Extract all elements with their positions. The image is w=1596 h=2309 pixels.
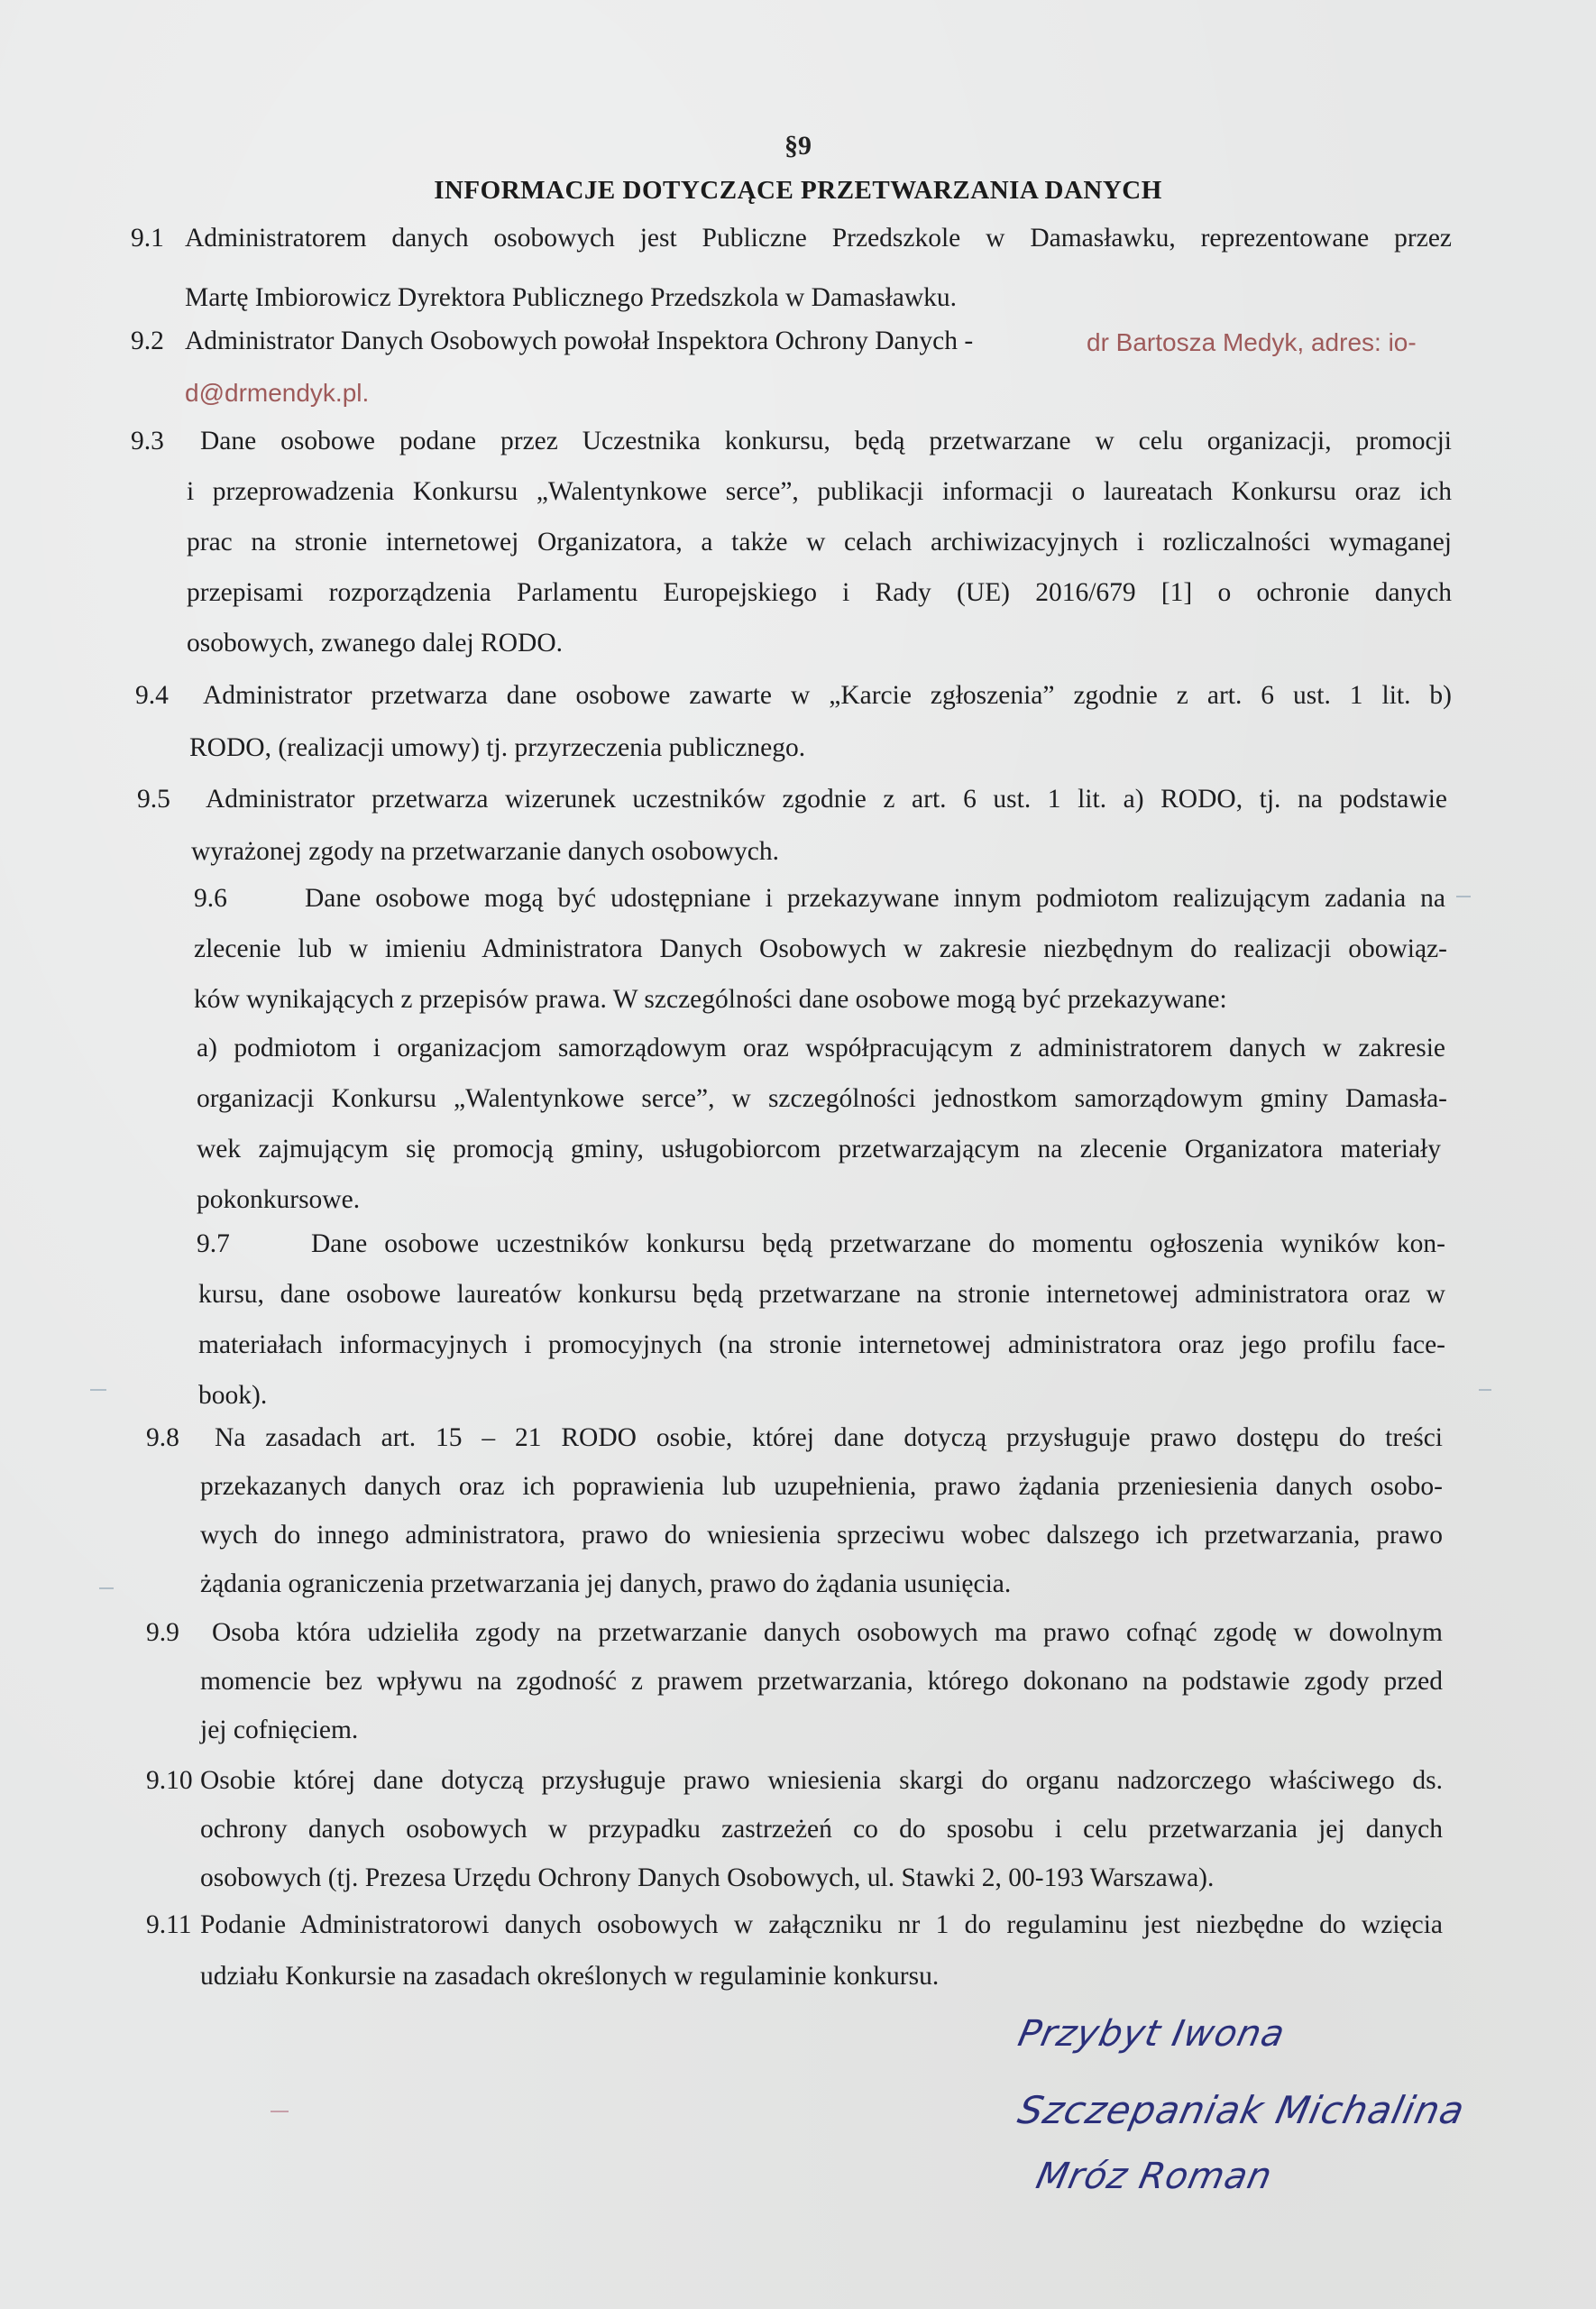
paragraph-number: 9.4 — [135, 681, 169, 710]
paragraph-number: 9.11 — [146, 1910, 192, 1939]
paragraph-line: wych do innego administratora, prawo do wniesienia sprzeciwu wobec dalszego ich przetwarzania, prawo — [200, 1521, 1443, 1550]
paragraph-line: przepisami rozporządzenia Parlamentu Europejskiego i Rady (UE) 2016/679 [1] o ochronie danych — [187, 578, 1452, 607]
paragraph-number: 9.2 — [131, 327, 164, 355]
data-protection-officer-name: dr Bartosza Medyk, adres: io- — [1087, 328, 1417, 356]
paragraph-number: 9.1 — [131, 224, 164, 253]
paragraph-line: udziału Konkursie na zasadach określonych w regulaminie konkursu. — [200, 1962, 940, 1991]
paragraph-line: wyrażonej zgody na przetwarzanie danych osobowych. — [191, 837, 780, 866]
paragraph-number: 9.7 — [197, 1229, 230, 1258]
scan-mark — [99, 1587, 114, 1589]
paragraph-number: 9.8 — [146, 1423, 179, 1452]
paragraph-number: 9.5 — [137, 785, 170, 814]
paragraph-line: Administrator przetwarza wizerunek uczestników zgodnie z art. 6 ust. 1 lit. a) RODO, tj. na podstawie — [206, 785, 1447, 814]
paragraph-line: Osoba która udzieliła zgody na przetwarzanie danych osobowych ma prawo cofnąć zgodę w dowolnym — [212, 1618, 1443, 1647]
paragraph-line: ków wynikających z przepisów prawa. W szczególności dane osobowe mogą być przekazywane: — [194, 985, 1227, 1014]
section-number: §9 — [784, 131, 812, 161]
paragraph-line: jej cofnięciem. — [200, 1716, 359, 1744]
paragraph-line: book). — [198, 1381, 268, 1410]
paragraph-line: Administrator przetwarza dane osobowe zawarte w „Karcie zgłoszenia” zgodnie z art. 6 ust. 1 lit. b) — [203, 681, 1452, 710]
paragraph-line: kursu, dane osobowe laureatów konkursu będą przetwarzane na stronie internetowej administratora oraz w — [198, 1280, 1445, 1309]
paragraph-number: 9.6 — [194, 884, 227, 913]
paragraph-line: osobowych, zwanego dalej RODO. — [187, 629, 564, 658]
paragraph-line: żądania ograniczenia przetwarzania jej danych, prawo do żądania usunięcia. — [200, 1569, 1012, 1598]
signature: Mróz Roman — [1032, 2156, 1277, 2197]
scan-mark — [1456, 896, 1471, 897]
paragraph-line: prac na stronie internetowej Organizatora, a także w celach archiwizacyjnych i rozliczalności wymaganej — [187, 528, 1452, 557]
signature: Szczepaniak Michalina — [1014, 2088, 1470, 2132]
scan-mark — [90, 1389, 106, 1391]
scan-mark — [271, 2111, 289, 2112]
data-protection-officer-email: d@drmendyk.pl. — [185, 379, 370, 407]
paragraph-line: Osobie której dane dotyczą przysługuje prawo wniesienia skargi do organu nadzorczego właściwego ds. — [200, 1766, 1443, 1795]
signature: Przybyt Iwona — [1014, 2013, 1289, 2055]
paragraph-line: Martę Imbiorowicz Dyrektora Publicznego Przedszkola w Damasławku. — [185, 283, 958, 312]
paragraph-line: Dane osobowe podane przez Uczestnika konkursu, będą przetwarzane w celu organizacji, promocji — [200, 427, 1452, 455]
paragraph-line: pokonkursowe. — [197, 1185, 361, 1214]
paragraph-line: Dane osobowe uczestników konkursu będą przetwarzane do momentu ogłoszenia wyników kon- — [311, 1229, 1445, 1258]
paragraph-line: zlecenie lub w imieniu Administratora Danych Osobowych w zakresie niezbędnym do realizacji obowiąz- — [194, 934, 1447, 963]
paragraph-line: momencie bez wpływu na zgodność z prawem przetwarzania, którego dokonano na podstawie zgody przed — [200, 1667, 1443, 1696]
section-title: INFORMACJE DOTYCZĄCE PRZETWARZANIA DANYCH — [434, 176, 1162, 205]
paragraph-line: organizacji Konkursu „Walentynkowe serce”, w szczególności jednostkom samorządowym gminy Damasła- — [197, 1084, 1447, 1113]
paragraph-line: materiałach informacyjnych i promocyjnych (na stronie internetowej administratora oraz jego profilu face- — [198, 1330, 1445, 1359]
paragraph-line: Na zasadach art. 15 – 21 RODO osobie, której dane dotyczą przysługuje prawo dostępu do treści — [215, 1423, 1443, 1452]
paragraph-number: 9.9 — [146, 1618, 179, 1647]
paragraph-line: Administratorem danych osobowych jest Publiczne Przedszkole w Damasławku, reprezentowane przez — [185, 224, 1452, 253]
paragraph-line: i przeprowadzenia Konkursu „Walentynkowe serce”, publikacji informacji o laureatach Konkursu oraz ich — [187, 477, 1452, 506]
scan-mark — [1479, 1389, 1491, 1391]
paragraph-line: Podanie Administratorowi danych osobowych w załączniku nr 1 do regulaminu jest niezbędne do wzięcia — [200, 1910, 1443, 1939]
paragraph-line: przekazanych danych oraz ich poprawienia lub uzupełnienia, prawo żądania przeniesienia danych osobo- — [200, 1472, 1443, 1501]
paragraph-line: a) podmiotom i organizacjom samorządowym oraz współpracującym z administratorem danych w zakresie — [197, 1034, 1445, 1063]
paragraph-line: RODO, (realizacji umowy) tj. przyrzeczenia publicznego. — [189, 733, 806, 762]
paragraph-line: Dane osobowe mogą być udostępniane i przekazywane innym podmiotom realizującym zadania na — [305, 884, 1445, 913]
paragraph-line: Administrator Danych Osobowych powołał Inspektora Ochrony Danych - — [185, 327, 974, 355]
paragraph-number: 9.10 — [146, 1766, 193, 1795]
paragraph-line: wek zajmującym się promocją gminy, usługobiorcom przetwarzającym na zlecenie Organizatora materiały — [197, 1135, 1441, 1164]
paragraph-line: ochrony danych osobowych w przypadku zastrzeżeń co do sposobu i celu przetwarzania jej danych — [200, 1815, 1443, 1844]
paragraph-number: 9.3 — [131, 427, 164, 455]
paragraph-line: osobowych (tj. Prezesa Urzędu Ochrony Danych Osobowych, ul. Stawki 2, 00-193 Warszawa). — [200, 1863, 1215, 1892]
